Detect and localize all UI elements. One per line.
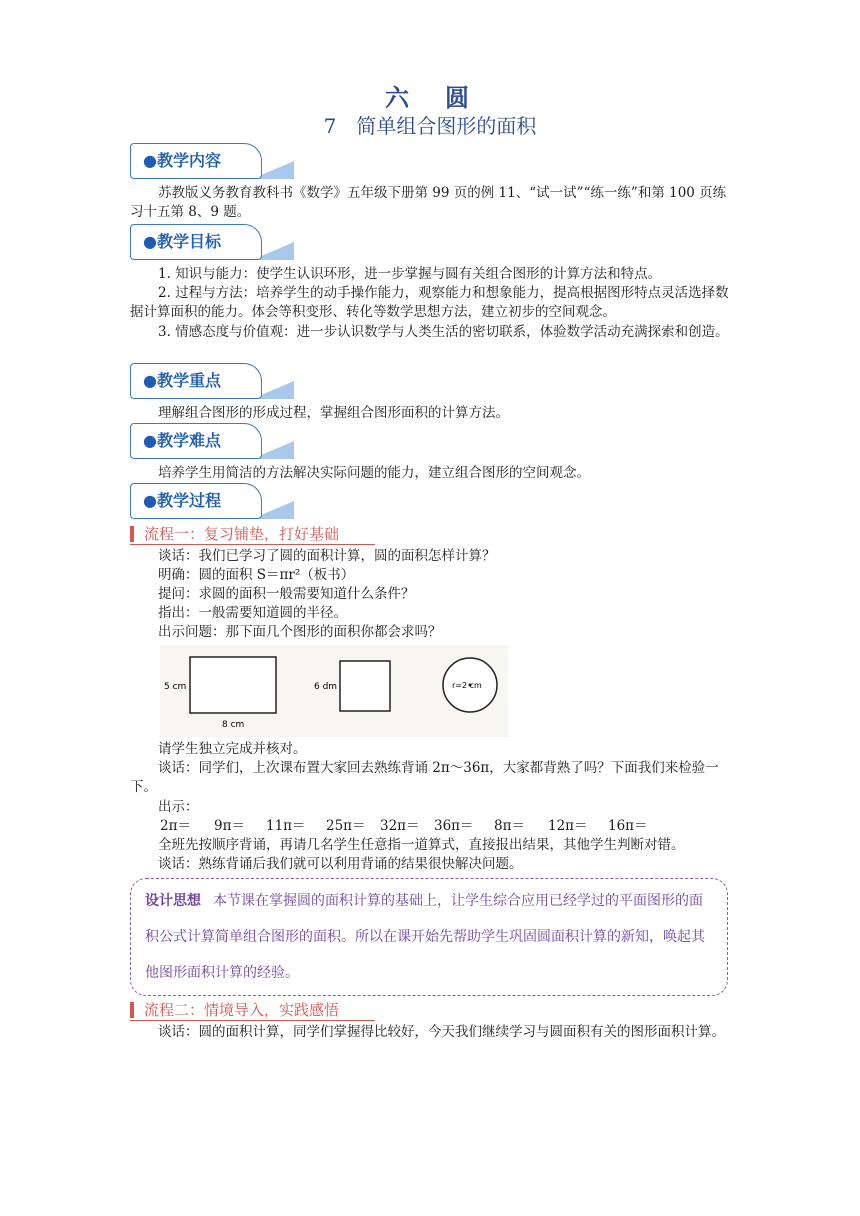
- design-thought-text: [145, 883, 713, 991]
- drill-item: 9π＝: [214, 818, 245, 834]
- goal-3: 3. 情感态度与价值观：进一步认识数学与人类生活的密切联系，体验数学活动充满探索和创造。: [158, 324, 729, 340]
- flow-heading-1: [130, 524, 375, 545]
- section-tag-goals: [130, 224, 300, 268]
- lesson-title: 7 简单组合图形的面积: [323, 114, 537, 138]
- section-tag-difficult: [130, 423, 300, 467]
- difficult-text: 培养学生用简洁的方法解决实际问题的能力，建立组合图形的空间观念。: [158, 465, 590, 481]
- rect-height-label: 5 cm: [164, 682, 187, 692]
- square-shape: [340, 661, 390, 711]
- rectangle-shape: [190, 657, 276, 713]
- flow-label: 流程二：情境导入，实践感悟: [144, 1001, 340, 1019]
- flow-bar: [130, 526, 134, 542]
- content-text: 苏教版义务教育教科书《数学》五年级下册第 99 页的例 11、“试一试”“练一练”和第 100 页练习十五第 8、9 题。: [130, 185, 727, 220]
- flow1-line: 提问：求圆的面积一般需要知道什么条件？: [158, 586, 415, 602]
- square-side-label: 6 dm: [314, 682, 338, 692]
- design-thought-head: 设计思想: [145, 893, 201, 909]
- goal-1: 1. 知识与能力：使学生认识环形，进一步掌握与圆有关组合图形的计算方法和特点。: [158, 266, 662, 282]
- flow1-line: 谈话：我们已学习了圆的面积计算，圆的面积怎样计算？: [158, 548, 496, 564]
- key-text: 理解组合图形的形成过程，掌握组合图形面积的计算方法。: [158, 405, 509, 421]
- flow1-end: 全班先按顺序背诵，再请几名学生任意指一道算式，直接报出结果，其他学生判断对错。: [158, 837, 685, 853]
- drill-item: 32π＝: [380, 818, 420, 834]
- design-thought-box: [130, 878, 728, 996]
- flow1-after: 出示：: [158, 799, 199, 815]
- section-label: ●教学目标: [130, 224, 262, 260]
- section-tag-process: [130, 483, 300, 527]
- flow1-line: 明确：圆的面积 S＝πr²（板书）: [158, 567, 355, 583]
- flow-heading-2: [130, 1000, 375, 1021]
- section-label: ●教学过程: [130, 483, 262, 519]
- flow2-text: 谈话：圆的面积计算，同学们掌握得比较好，今天我们继续学习与圆面积有关的图形面积计算。: [158, 1024, 725, 1040]
- chapter-title: 六 圆: [385, 83, 475, 112]
- flow-bar: [130, 1002, 134, 1018]
- flow-label: 流程一：复习铺垫，打好基础: [144, 525, 340, 543]
- drill-item: 11π＝: [266, 818, 306, 834]
- section-label: ●教学难点: [130, 423, 262, 459]
- drill-item: 36π＝: [434, 818, 474, 834]
- flow1-line: 指出：一般需要知道圆的半径。: [158, 605, 347, 621]
- figures-svg: [160, 645, 508, 737]
- flow1-after: 谈话：同学们，上次课布置大家回去熟练背诵 2π～36π，大家都背熟了吗？下面我们来检验一下。: [130, 760, 719, 795]
- shape-figures: [160, 645, 508, 737]
- section-label: ●教学重点: [130, 363, 262, 399]
- circle-radius-label: r=2 cm: [452, 681, 482, 690]
- drill-item: 8π＝: [494, 818, 525, 834]
- section-tag-content: [130, 143, 300, 187]
- goal-2: 2. 过程与方法：培养学生的动手操作能力，观察能力和想象能力，提高根据图形特点灵活选择数据计算面积的能力。体会等积变形、转化等数学思想方法，建立初步的空间观念。: [130, 285, 729, 320]
- flow1-line: 出示问题：那下面几个图形的面积你都会求吗？: [158, 624, 442, 640]
- rect-width-label: 8 cm: [222, 720, 245, 730]
- design-thought-body: 本节课在掌握圆的面积计算的基础上，让学生综合应用已经学过的平面图形的面积公式计算简单组合图形的面积。所以在课开始先帮助学生巩固圆面积计算的新知，唤起其他图形面积计算的经验。: [145, 893, 705, 981]
- drill-item: 25π＝: [326, 818, 366, 834]
- flow1-after: 请学生独立完成并核对。: [158, 741, 307, 757]
- drill-item: 12π＝: [548, 818, 588, 834]
- drill-item: 2π＝: [160, 818, 191, 834]
- section-label: ●教学内容: [130, 143, 262, 179]
- drill-item: 16π＝: [608, 818, 648, 834]
- section-tag-key: [130, 363, 300, 407]
- flow1-end: 谈话：熟练背诵后我们就可以利用背诵的结果很快解决问题。: [158, 856, 523, 872]
